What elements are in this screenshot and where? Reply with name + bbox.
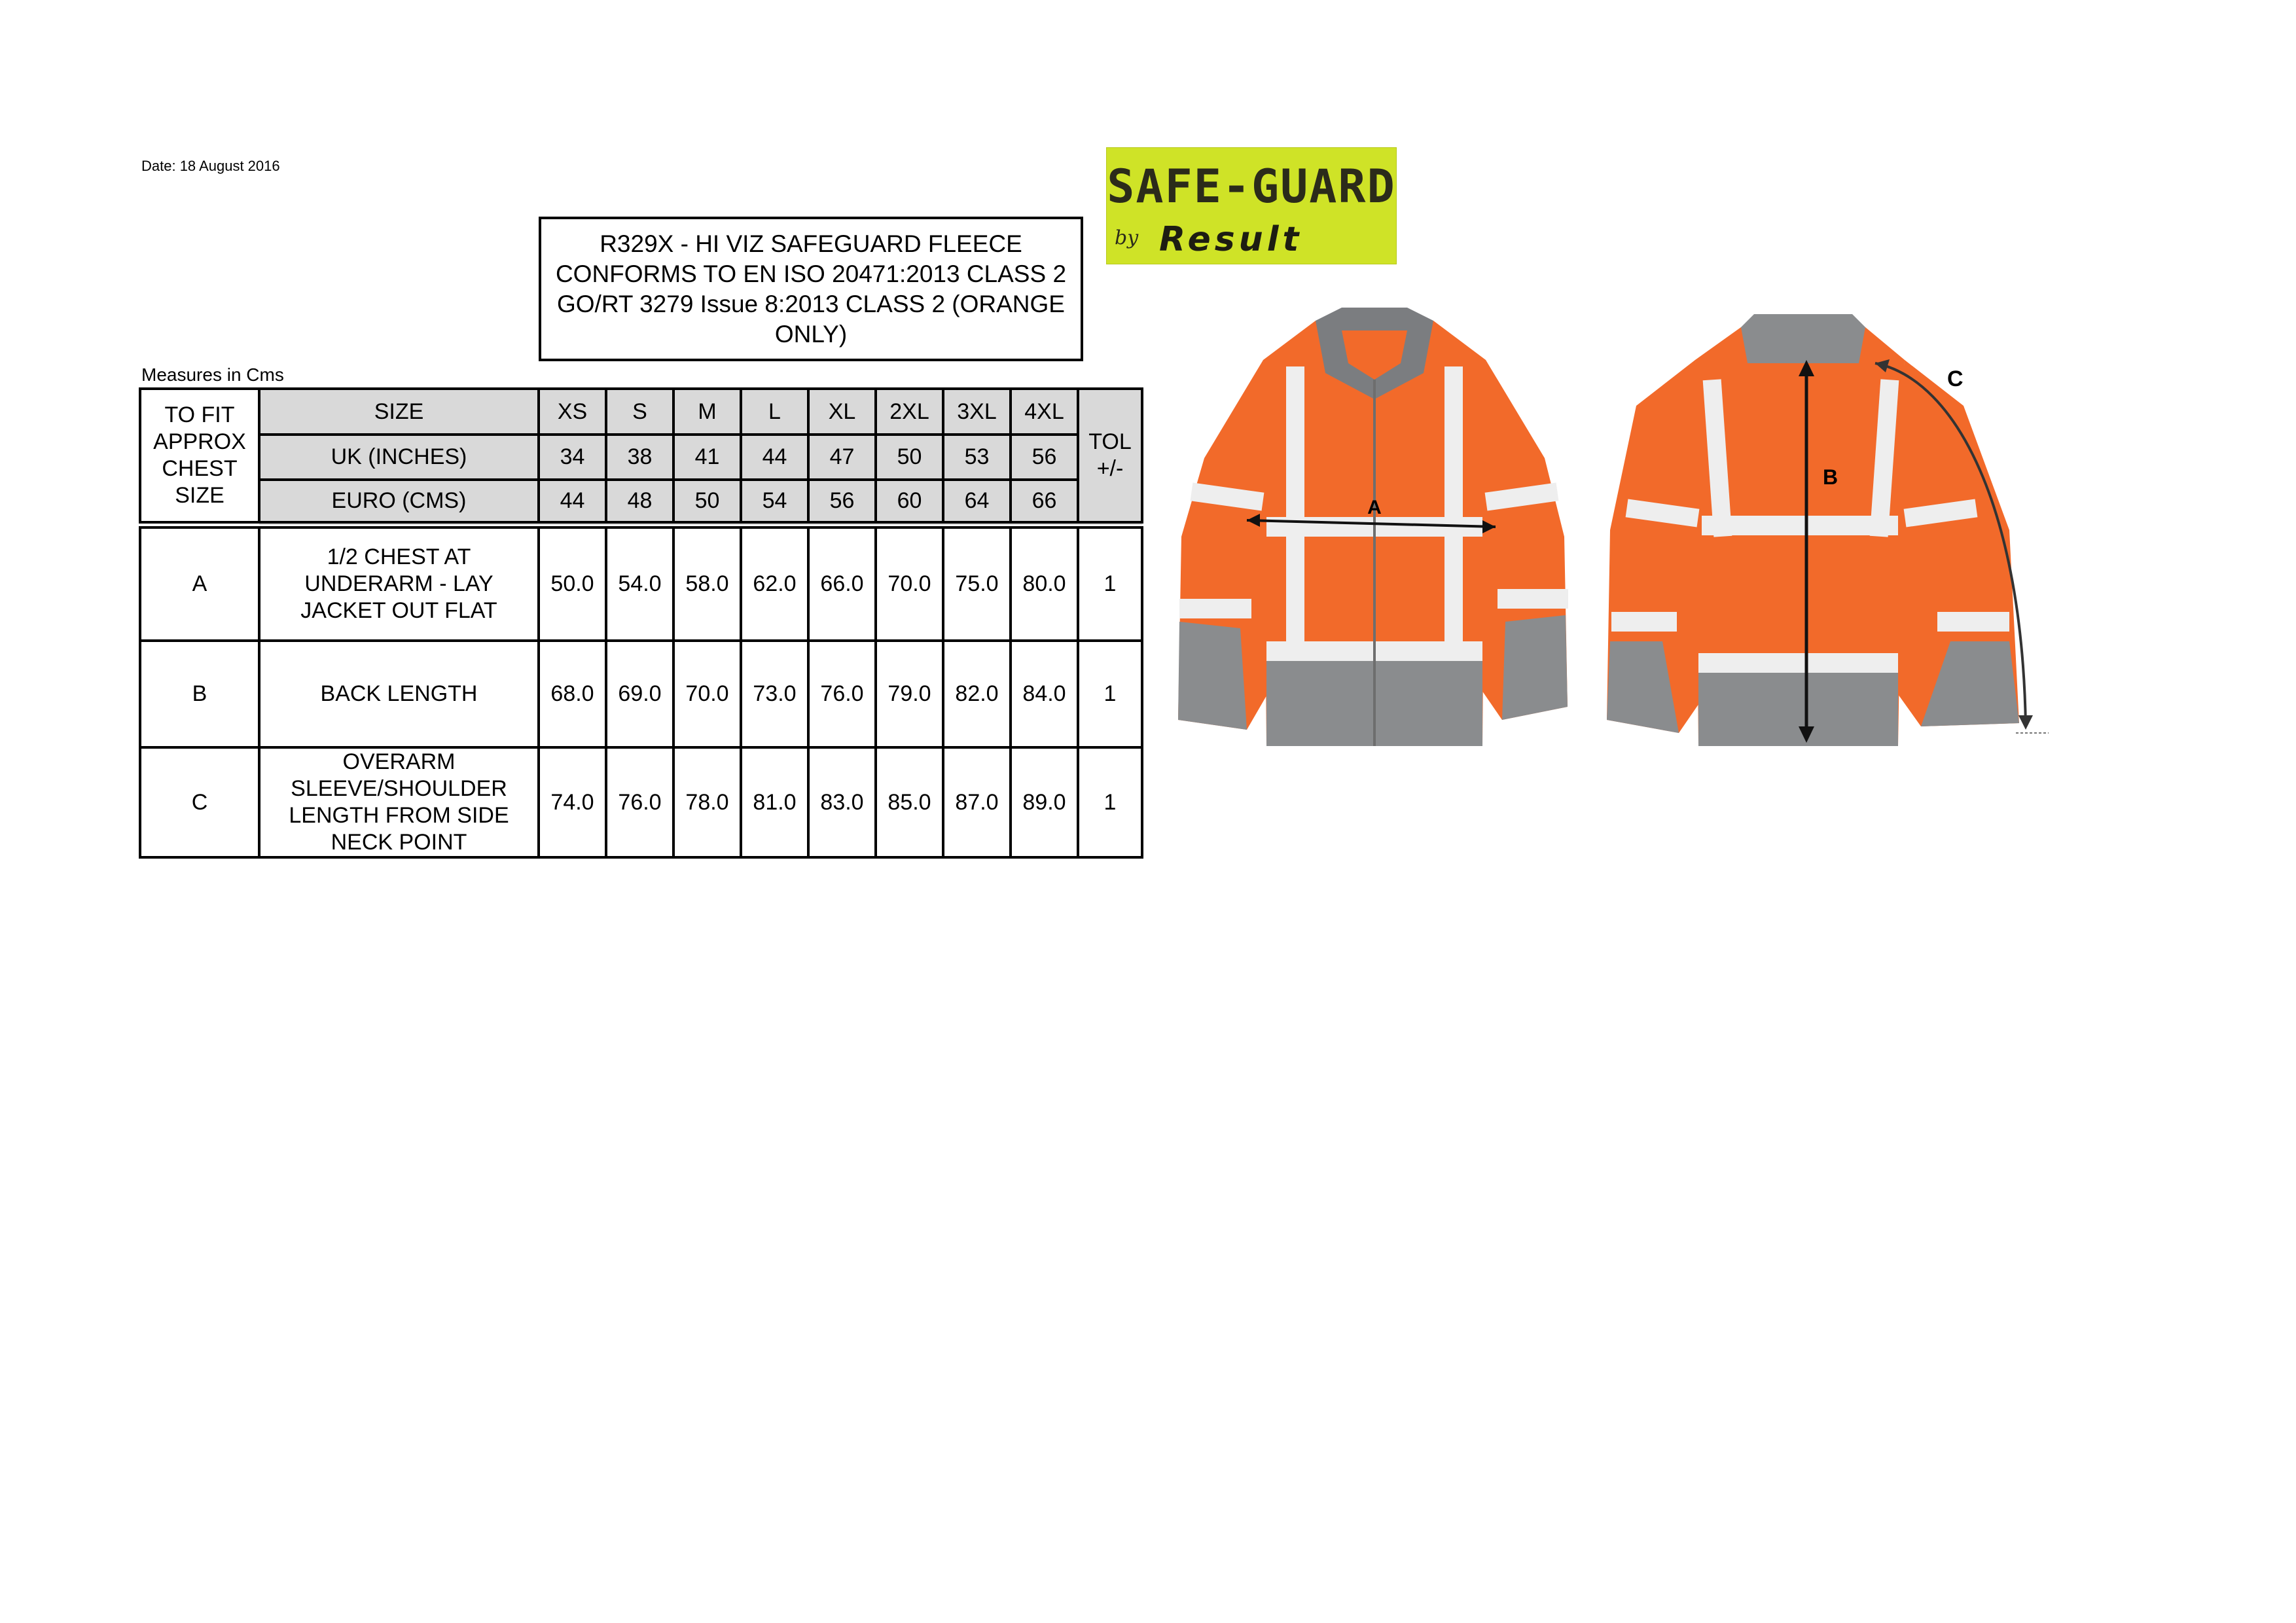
measure-cell: 70.0 bbox=[876, 525, 943, 641]
measure-cell: 79.0 bbox=[876, 641, 943, 747]
measure-cell: 58.0 bbox=[673, 525, 741, 641]
front-left-cuff bbox=[1178, 622, 1247, 730]
size-spec-table bbox=[139, 387, 1143, 859]
jacket-front-diagram bbox=[1165, 301, 1584, 753]
measure-description: BACK LENGTH bbox=[259, 641, 539, 747]
euro-cell: 48 bbox=[606, 480, 673, 525]
size-cell: 3XL bbox=[943, 389, 1011, 435]
size-cell: XL bbox=[808, 389, 876, 435]
euro-cell: 56 bbox=[808, 480, 876, 525]
logo-by: by bbox=[1115, 226, 1139, 249]
measure-cell: 76.0 bbox=[606, 747, 673, 857]
title-line: GO/RT 3279 Issue 8:2013 CLASS 2 (ORANGE bbox=[556, 290, 1065, 317]
measure-row-a bbox=[140, 525, 1142, 641]
jacket-back-diagram bbox=[1590, 314, 2062, 753]
measure-a-label: A bbox=[1367, 497, 1382, 518]
size-cell: XS bbox=[539, 389, 606, 435]
measure-code: B bbox=[140, 641, 259, 747]
uk-cell: 56 bbox=[1011, 435, 1078, 480]
safe-guard-logo bbox=[1106, 147, 1397, 264]
front-sleeve-band bbox=[1498, 589, 1568, 609]
back-sleeve-band bbox=[1937, 612, 2009, 632]
measure-cell: 70.0 bbox=[673, 641, 741, 747]
measure-cell: 73.0 bbox=[741, 641, 808, 747]
measure-cell: 62.0 bbox=[741, 525, 808, 641]
measures-note: Measures in Cms bbox=[141, 365, 284, 385]
size-cell: 4XL bbox=[1011, 389, 1078, 435]
logo-wordmark: SAFE-GUARD bbox=[1107, 160, 1396, 213]
measure-cell: 76.0 bbox=[808, 641, 876, 747]
measure-cell: 50.0 bbox=[539, 525, 606, 641]
measure-cell: 75.0 bbox=[943, 525, 1011, 641]
uk-cell: 41 bbox=[673, 435, 741, 480]
measure-cell: 68.0 bbox=[539, 641, 606, 747]
back-collar bbox=[1741, 314, 1865, 363]
front-stripe-left bbox=[1286, 366, 1304, 641]
euro-cell: 64 bbox=[943, 480, 1011, 525]
front-right-cuff bbox=[1502, 615, 1568, 720]
measure-tol: 1 bbox=[1078, 525, 1142, 641]
back-shoulder-band bbox=[1702, 516, 1898, 535]
measure-row-c bbox=[140, 747, 1142, 857]
euro-cell: 44 bbox=[539, 480, 606, 525]
uk-cell: 53 bbox=[943, 435, 1011, 480]
measure-description: OVERARM SLEEVE/SHOULDER LENGTH FROM SIDE NECK POINT bbox=[259, 747, 539, 857]
measure-c-label: C bbox=[1947, 366, 1964, 391]
measure-cell: 78.0 bbox=[673, 747, 741, 857]
measure-cell: 80.0 bbox=[1011, 525, 1078, 641]
uk-cell: 47 bbox=[808, 435, 876, 480]
measure-cell: 89.0 bbox=[1011, 747, 1078, 857]
size-row bbox=[140, 389, 1142, 435]
front-sleeve-band bbox=[1179, 599, 1251, 618]
measure-code: C bbox=[140, 747, 259, 857]
measure-code: A bbox=[140, 525, 259, 641]
euro-cell: 54 bbox=[741, 480, 808, 525]
measure-cell: 69.0 bbox=[606, 641, 673, 747]
uk-label: UK (INCHES) bbox=[259, 435, 539, 480]
euro-label: EURO (CMS) bbox=[259, 480, 539, 525]
uk-cell: 34 bbox=[539, 435, 606, 480]
back-waist-band bbox=[1698, 653, 1898, 673]
measure-cell: 66.0 bbox=[808, 525, 876, 641]
document-date: Date: 18 August 2016 bbox=[141, 158, 280, 174]
measure-cell: 74.0 bbox=[539, 747, 606, 857]
measure-tol: 1 bbox=[1078, 641, 1142, 747]
title-line: ONLY) bbox=[774, 320, 848, 348]
back-sleeve-band bbox=[1611, 612, 1677, 632]
euro-cell: 66 bbox=[1011, 480, 1078, 525]
measure-c-arrow bbox=[2018, 715, 2033, 730]
size-cell: M bbox=[673, 389, 741, 435]
product-title-box bbox=[539, 217, 1083, 361]
measure-tol: 1 bbox=[1078, 747, 1142, 857]
uk-cell: 50 bbox=[876, 435, 943, 480]
euro-row bbox=[140, 480, 1142, 525]
measure-row-b bbox=[140, 641, 1142, 747]
measure-b-label: B bbox=[1823, 465, 1839, 489]
measure-cell: 84.0 bbox=[1011, 641, 1078, 747]
uk-cell: 38 bbox=[606, 435, 673, 480]
fit-label: TO FIT APPROX CHEST SIZE bbox=[140, 389, 259, 525]
measure-cell: 85.0 bbox=[876, 747, 943, 857]
tol-label: TOL +/- bbox=[1078, 389, 1142, 525]
size-cell: L bbox=[741, 389, 808, 435]
size-cell: 2XL bbox=[876, 389, 943, 435]
measure-cell: 54.0 bbox=[606, 525, 673, 641]
front-stripe-right bbox=[1444, 366, 1463, 641]
measure-cell: 81.0 bbox=[741, 747, 808, 857]
measure-cell: 82.0 bbox=[943, 641, 1011, 747]
measure-cell: 87.0 bbox=[943, 747, 1011, 857]
euro-cell: 50 bbox=[673, 480, 741, 525]
size-cell: S bbox=[606, 389, 673, 435]
logo-brand: Result bbox=[1159, 220, 1303, 259]
measure-cell: 83.0 bbox=[808, 747, 876, 857]
size-label: SIZE bbox=[259, 389, 539, 435]
uk-cell: 44 bbox=[741, 435, 808, 480]
title-line: R329X - HI VIZ SAFEGUARD FLEECE bbox=[600, 230, 1022, 257]
euro-cell: 60 bbox=[876, 480, 943, 525]
back-bottom-band bbox=[1698, 668, 1898, 746]
uk-row bbox=[140, 435, 1142, 480]
title-line: CONFORMS TO EN ISO 20471:2013 CLASS 2 bbox=[555, 260, 1067, 287]
measure-description: 1/2 CHEST AT UNDERARM - LAY JACKET OUT FLAT bbox=[259, 525, 539, 641]
